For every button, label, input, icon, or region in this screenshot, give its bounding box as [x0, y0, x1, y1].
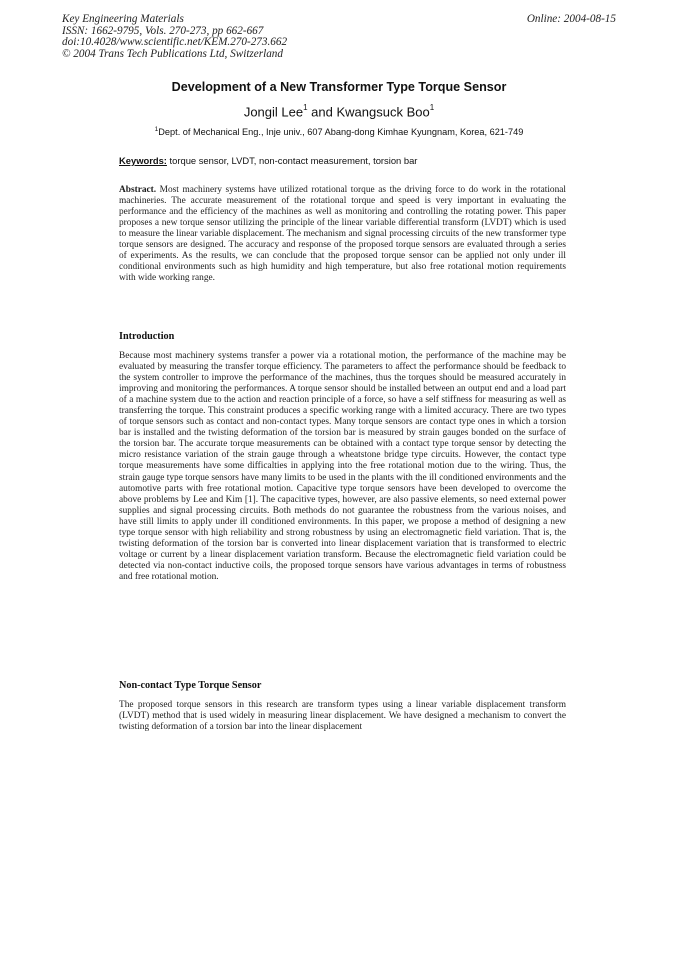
author-1-affiliation-mark: 1	[303, 103, 308, 112]
abstract-paragraph	[119, 185, 566, 284]
author-1: Jongil Lee	[243, 104, 304, 120]
keywords-label: Keywords:	[119, 155, 167, 166]
copyright-line: © 2004 Trans Tech Publications Ltd, Switzerland	[62, 47, 283, 60]
introduction-paragraph: Because most machinery systems transfer a power via a rotational motion, the performance of the machine may be evaluated by measuring the transfer torque efficiency. The parameters to affect the performance should be feedback to the system controller to improve the performance of the machines, thus the torques should be measured accurately in improving and monitoring the performances. A torque sensor should be installed between an output end and a load part of a machine system due to the action and reaction principle of a force, so have a self stiffness for measuring as well as transferring the torque. This constraint produces a specific working range with a limited accuracy. There are two types of torque sensors such as contact and non-contact types. Many torque sensors are contact type ones in which a torsion bar is installed and the twisting deformation of the torsion bar is measured by strain gauges bonded on the surface of the torsion bar. The accurate torque measurements can be obtained with a contact type torque sensor by detecting the micro resistance variation of the strain gauge through a wheatstone bridge type circuits. However, the contact type torque measurements have some difficalties in applying into the free rotational motion due to the wiring. Thus, the strain gauge type torque sensors have many limits to be used in the plants with the ill conditioned environments and the automotive parts with free rotational motion. Capacitive type torque sensors have been developed to overcome the above problems by Lee and Kim [1]. The capacitive types, however, are also passive elements, so need external power supplies and signal processing circuits. Both methods do not guarantee the robustness from the various noises, and have still limits to apply under ill conditioned environments. In this paper, we propose a method of designing a new type torque sensor with high reliability and strong robustness by using an electromagnetic field variation. That is, the twisting deformation of the torsion bar is converted into linear displacement variation that is transformed to electric voltage or current by a linear displacement variation transform. Because the electromagnetic field variation could be detected via non-contact inductive coils, the proposed torque sensors have various advantages in terms of robustness and free rotational motion.	[119, 351, 566, 582]
author-2-affiliation-mark: 1	[429, 103, 435, 112]
online-date: Online: 2004-08-15	[526, 13, 616, 25]
issn-line: ISSN: 1662-9795, Vols. 270-273, pp 662-667	[62, 24, 264, 37]
affiliation-mark: 1	[154, 126, 159, 133]
abstract-text: Most machinery systems have utilized rotational torque as the driving force to do work in the rotational machineries. The accurate measurement of the rotational torque and speed is very important in evaluating the performance and the efficiency of the machines as well as monitoring and controlling the rotating power. This paper proposes a new torque sensor utilizing the principle of the linear variable differential transform (LVDT) which is used to measure the linear variable displacement. The mechanism and signal processing circuits of the new transformer type torque sensors are designed. The accuracy and response of the proposed torque sensors are evaluated through a series of experiments. As the results, we can conclude that the proposed torque sensor can be applied not only under ill conditional environments such as high humidity and high temperature, but also free rotational motion requirements with wide working range.	[119, 185, 566, 284]
authors-line	[0, 104, 678, 119]
keywords-line	[119, 155, 417, 166]
author-2: Kwangsuck Boo	[336, 104, 430, 120]
author-separator: and	[307, 104, 337, 120]
affiliation-text: Dept. of Mechanical Eng., Inje univ., 607 Abang-dong Kimhae Kyungnam, Korea, 621-749	[158, 127, 524, 138]
noncontact-heading: Non-contact Type Torque Sensor	[119, 680, 262, 691]
affiliation-line	[0, 126, 678, 137]
introduction-heading: Introduction	[119, 331, 175, 342]
paper-title: Development of a New Transformer Type Torque Sensor	[171, 80, 507, 94]
noncontact-paragraph: The proposed torque sensors in this research are transform types using a linear variable displacement transform (LVDT) method that is used widely in measuring linear displacement. We have designed a mechanism to convert the twisting deformation of a torsion bar into the linear displacement	[119, 700, 566, 733]
journal-name: Key Engineering Materials	[62, 13, 184, 25]
journal-header	[62, 14, 287, 60]
keywords-text: torque sensor, LVDT, non-contact measurement, torsion bar	[166, 155, 418, 166]
abstract-label: Abstract.	[119, 185, 157, 195]
doi-line[interactable]: doi:10.4028/www.scientific.net/KEM.270-273.662	[62, 36, 288, 49]
